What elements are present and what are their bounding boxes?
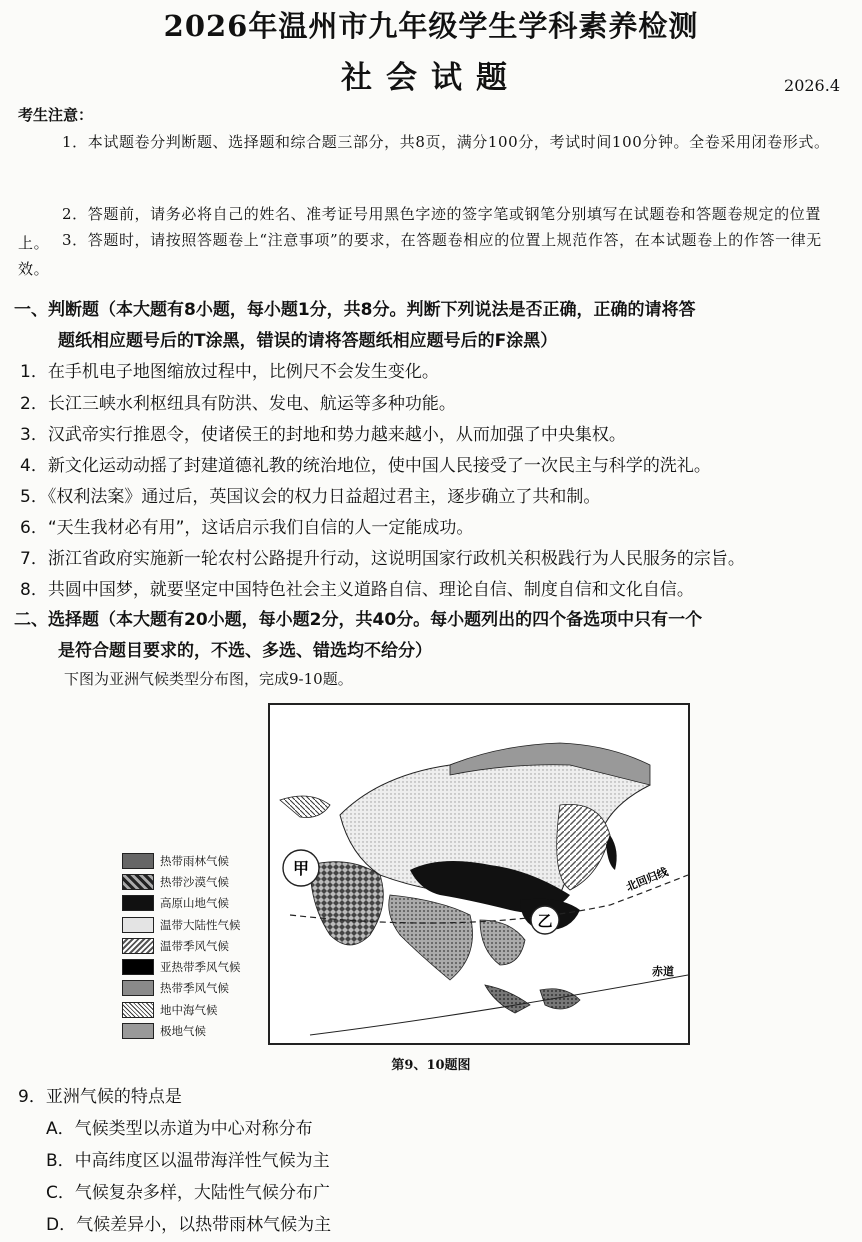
question-9-option-a: A．气候类型以赤道为中心对称分布 [46, 1119, 313, 1139]
map-intro: 下图为亚洲气候类型分布图，完成9-10题。 [64, 670, 353, 688]
question-9-option-c: C．气候复杂多样，大陆性气候分布广 [46, 1183, 330, 1203]
judge-item-8: 8．共圆中国梦，就要坚定中国特色社会主义道路自信、理论自信、制度自信和文化自信。 [20, 580, 694, 600]
notice-item-3: 3．答题时，请按照答题卷上“注意事项”的要求，在答题卷相应的位置上规范作答，在本试题卷上的作答一律无效。 [18, 231, 822, 278]
section2-heading-line2: 是符合题目要求的，不选、多选、错选均不给分） [58, 641, 432, 661]
exam-date: 2026.4 [784, 76, 840, 95]
question-9-option-b: B．中高纬度区以温带海洋性气候为主 [46, 1151, 330, 1171]
label-yi: 乙 [537, 912, 553, 930]
legend-row-tropical-monsoon [122, 978, 241, 999]
map-legend [122, 850, 241, 1042]
legend-row-polar [122, 1020, 241, 1041]
legend-label: 极地气候 [160, 1024, 206, 1039]
legend-label: 地中海气候 [160, 1002, 218, 1017]
judge-item-4: 4．新文化运动动摇了封建道德礼教的统治地位，使中国人民接受了一次民主与科学的洗礼。 [20, 456, 711, 476]
legend-row-continental [122, 914, 241, 935]
legend-label: 热带季风气候 [160, 981, 229, 996]
label-jia: 甲 [292, 859, 310, 878]
legend-label: 温带大陆性气候 [160, 917, 241, 932]
legend-swatch [122, 1002, 154, 1018]
section1-heading-line2: 题纸相应题号后的T涂黑，错误的请将答题纸相应题号后的F涂黑） [58, 331, 558, 351]
exam-title: 2026年温州市九年级学生学科素养检测 [163, 9, 699, 43]
legend-swatch [122, 938, 154, 954]
notice-heading: 考生注意： [18, 106, 94, 124]
judge-item-6: 6．“天生我材必有用”，这话启示我们自信的人一定能成功。 [20, 518, 474, 538]
legend-label: 热带雨林气候 [160, 853, 229, 868]
legend-row-mediterranean [122, 999, 241, 1020]
map-svg [270, 705, 688, 1043]
legend-swatch [122, 917, 154, 933]
legend-row-rainforest [122, 850, 241, 871]
label-tropic: 北回归线 [624, 865, 670, 894]
question-9-stem: 9．亚洲气候的特点是 [18, 1087, 182, 1107]
judge-item-5: 5．《权利法案》通过后，英国议会的权力日益超过君主，逐步确立了共和制。 [20, 487, 601, 507]
section2-heading [14, 605, 852, 667]
section2-heading-line1: 二、选择题（本大题有20小题，每小题2分，共40分。每小题列出的四个备选项中只有一个 [14, 610, 703, 630]
judge-item-1: 1．在手机电子地图缩放过程中，比例尺不会发生变化。 [20, 362, 439, 382]
exam-subtitle: 社会试题 [341, 60, 521, 96]
legend-swatch [122, 959, 154, 975]
section1-heading [14, 295, 852, 357]
legend-row-temperate-monsoon [122, 935, 241, 956]
section1-heading-line1: 一、判断题（本大题有8小题，每小题1分，共8分。判断下列说法是否正确，正确的请将答 [14, 300, 696, 320]
legend-swatch [122, 895, 154, 911]
notice-item-1: 1．本试题卷分判断题、选择题和综合题三部分，共8页，满分100分，考试时间100分钟。全卷采用闭卷形式。 [62, 133, 830, 151]
judge-item-2: 2．长江三峡水利枢纽具有防洪、发电、航运等多种功能。 [20, 394, 456, 414]
legend-swatch [122, 1023, 154, 1039]
judge-item-3: 3．汉武帝实行推恩令，使诸侯王的封地和势力越来越小，从而加强了中央集权。 [20, 425, 626, 445]
legend-swatch [122, 980, 154, 996]
notice-item-2: 2．答题前，请务必将自己的姓名、准考证号用黑色字迹的签字笔或钢笔分别填写在试题卷和答题卷规定的位置上。 [18, 205, 821, 252]
legend-swatch [122, 853, 154, 869]
question-9-option-d: D．气候差异小，以热带雨林气候为主 [46, 1215, 332, 1235]
map-caption: 第9、10题图 [391, 1058, 471, 1073]
legend-swatch [122, 874, 154, 890]
legend-row-desert [122, 871, 241, 892]
legend-label: 热带沙漠气候 [160, 874, 229, 889]
legend-row-subtropical-monsoon [122, 956, 241, 977]
label-equator: 赤道 [652, 965, 674, 978]
legend-row-highland [122, 893, 241, 914]
asia-climate-map [268, 703, 690, 1045]
legend-label: 亚热带季风气候 [160, 960, 241, 975]
legend-label: 高原山地气候 [160, 896, 229, 911]
legend-label: 温带季风气候 [160, 938, 229, 953]
judge-item-7: 7．浙江省政府实施新一轮农村公路提升行动，这说明国家行政机关积极践行为人民服务的宗旨。 [20, 549, 745, 569]
